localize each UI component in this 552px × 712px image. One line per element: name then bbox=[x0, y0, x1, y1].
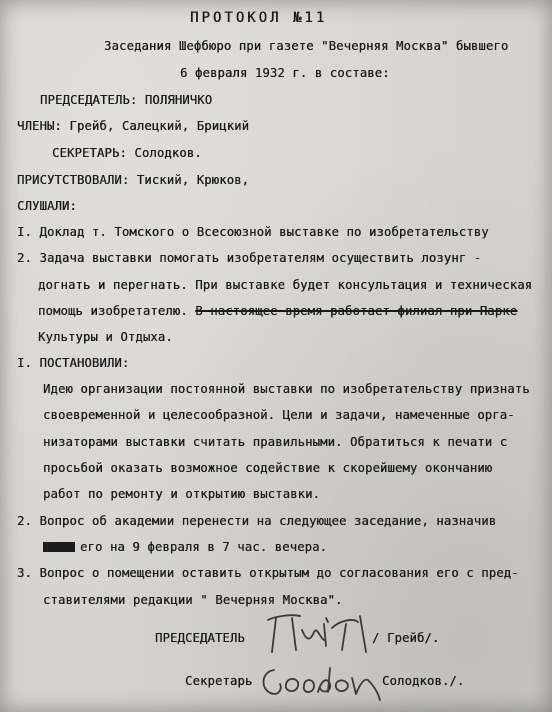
secretary-signature-scribble bbox=[256, 658, 386, 704]
meeting-header-line-2: 6 февраля 1932 г. в составе: bbox=[180, 66, 390, 80]
heard-item-2-cont-1: догнать и перегнать. При выставке будет консультация и техническая bbox=[38, 278, 533, 292]
heard-item-2: 2. Задача выставки помогать изобретателям осуществить лозунг - bbox=[17, 251, 482, 265]
resolved-line-3: низаторами выставки считать правильными. Обратиться к печати с bbox=[43, 435, 508, 449]
struck-through-text: В настоящее время работает филиал при Парке bbox=[195, 304, 518, 318]
meeting-header-line-1: Заседания Шефбюро при газете "Вечерняя Москва" бывшего bbox=[104, 39, 509, 53]
heard-item-2-cont-3: Культуры и Отдыха. bbox=[38, 330, 173, 344]
item-2-line-2-text: его на 9 февраля в 7 час. вечера. bbox=[80, 540, 328, 554]
redaction-blot bbox=[43, 542, 75, 552]
heard-item-1: I. Доклад т. Томского о Всесоюзной выставке по изобретательству bbox=[17, 225, 489, 239]
resolved-line-4: просьбой оказать возможное содействие к скорейшему окончанию bbox=[43, 461, 493, 475]
heard-item-2-text: помощь изобретателю. bbox=[38, 304, 188, 318]
item-3-line-2: ставителями редакции " Вечерняя Москва". bbox=[43, 593, 343, 607]
heard-label: СЛУШАЛИ: bbox=[17, 199, 77, 213]
present-line: ПРИСУТСТВОВАЛИ: Тиский, Крюков, bbox=[17, 173, 250, 187]
signature-chairman-label: ПРЕДСЕДАТЕЛЬ bbox=[155, 631, 245, 645]
item-3-line-1: 3. Вопрос о помещении оставить открытым до согласования его с пред- bbox=[17, 566, 519, 580]
secretary-line: СЕКРЕТАРЬ: Солодков. bbox=[52, 146, 202, 160]
chairman-signature-scribble bbox=[262, 610, 382, 660]
item-2-line-1: 2. Вопрос об академии перенести на следующее заседание, назначив bbox=[17, 514, 497, 528]
heard-item-2-cont-2 bbox=[38, 305, 517, 317]
document-title: ПРОТОКОЛ №11 bbox=[190, 10, 328, 26]
resolved-line-5: работ по ремонту и открытию выставки. bbox=[43, 487, 321, 501]
signature-chairman-name: / Грейб/. bbox=[372, 631, 440, 645]
resolved-line-1: Идею организации постоянной выставки по изобретательству признать bbox=[43, 382, 530, 396]
members-line: ЧЛЕНЫ: Грейб, Салецкий, Брицкий bbox=[17, 119, 250, 133]
chairman-line: ПРЕДСЕДАТЕЛЬ: ПОЛЯНИЧКО bbox=[40, 93, 213, 107]
item-2-line-2 bbox=[43, 541, 327, 553]
signature-secretary-name: Солодков./. bbox=[382, 674, 465, 688]
resolved-line-2: своевременной и целесообразной. Цели и задачи, намеченные орга- bbox=[43, 408, 515, 422]
signature-secretary-label: Секретарь bbox=[185, 674, 253, 688]
resolved-label: I. ПОСТАНОВИЛИ: bbox=[17, 356, 130, 370]
